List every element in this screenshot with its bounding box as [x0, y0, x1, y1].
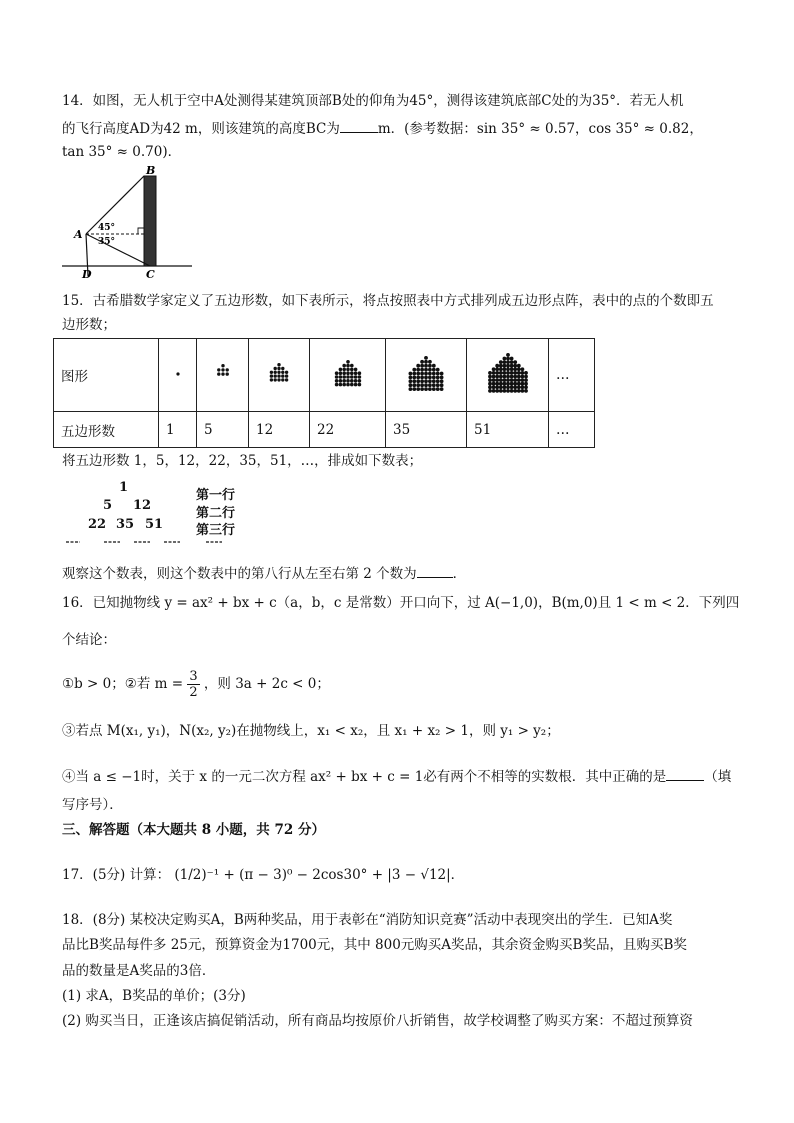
- pentagon-dot: [498, 385, 502, 389]
- pentagon-dot: [338, 368, 342, 372]
- pentagon-dot: [353, 383, 357, 387]
- pentagon-dot: [270, 378, 273, 381]
- q16-conclusion-3: ③若点 M(x₁, y₁)，N(x₂, y₂)在抛物线上，x₁ < x₂，且 x₁ + x₂ > 1，则 y₁ > y₂；: [62, 723, 560, 739]
- pentagon-dot: [350, 383, 354, 387]
- pentagon-dot: [488, 385, 492, 389]
- pentagon-dot: [428, 379, 432, 383]
- pentagon-dot: [513, 382, 517, 386]
- q16-c1b: ，则 3a + 2c < 0；: [203, 676, 330, 692]
- pentagon-dot: [495, 375, 499, 379]
- table-dots-ellipsis: …: [549, 339, 595, 412]
- pentagon-dot: [498, 371, 502, 375]
- pentagon-dot: [502, 389, 506, 393]
- pentagon-dot: [436, 368, 440, 372]
- q14-line-2-tail: m．(参考数据：sin 35° ≈ 0.57，cos 35° ≈ 0.82，: [377, 121, 703, 137]
- dots-51: [487, 352, 529, 394]
- pentagon-dot: [350, 364, 354, 368]
- pentagon-dot: [274, 371, 277, 374]
- pentagon-dot: [346, 383, 350, 387]
- row-label-3: 第三行: [196, 523, 236, 538]
- pentagon-dot: [409, 372, 413, 376]
- pentagon-dot: [498, 389, 502, 393]
- pentagon-dot: [353, 375, 357, 379]
- pentagon-dot: [520, 375, 524, 379]
- pentagon-dot: [513, 371, 517, 375]
- tri-continuation-dashes: [64, 538, 234, 546]
- pentagon-dot: [432, 379, 436, 383]
- pentagon-dot: [520, 378, 524, 382]
- pentagon-dot: [221, 364, 224, 367]
- pentagon-dot: [509, 371, 513, 375]
- q14-fig-label-b: B: [146, 164, 156, 177]
- pentagon-dot: [277, 363, 280, 366]
- pentagon-dot: [524, 389, 528, 393]
- pentagon-dot: [488, 389, 492, 393]
- pentagon-dot: [428, 364, 432, 368]
- q15-question: [62, 563, 466, 583]
- pentagon-dot: [491, 382, 495, 386]
- q18-line-2: 品比B奖品每件多 25元，预算资金为1700元，其中 800元购买A奖品，其余资金购买B奖品，且购买B奖: [62, 937, 687, 953]
- pentagon-dot: [498, 378, 502, 382]
- pentagon-dot: [420, 360, 424, 364]
- pentagon-dot: [502, 367, 506, 371]
- pentagon-dot: [424, 379, 428, 383]
- pentagon-dot: [285, 374, 288, 377]
- pentagon-dot: [274, 367, 277, 370]
- pentagon-dot: [498, 375, 502, 379]
- pentagon-dot: [488, 378, 492, 382]
- pentagon-dot: [516, 389, 520, 393]
- pentagon-dot: [285, 371, 288, 374]
- table-cell: 51: [467, 412, 549, 448]
- table-dots-6: [467, 339, 549, 412]
- pentagon-dot: [420, 387, 424, 391]
- pentagon-dot: [346, 360, 350, 364]
- q16-fraction: [187, 669, 199, 700]
- pentagon-dot: [428, 372, 432, 376]
- q15-line-2: 边形数；: [62, 317, 116, 333]
- table-row-figures: [54, 339, 595, 412]
- table-header-number: 五边形数: [54, 412, 159, 448]
- dots-5: [213, 363, 233, 383]
- pentagon-dot: [424, 383, 428, 387]
- pentagon-dot: [432, 364, 436, 368]
- pentagon-dot: [342, 368, 346, 372]
- pentagon-dot: [342, 379, 346, 383]
- pentagon-dot: [524, 382, 528, 386]
- pentagon-dot: [357, 383, 361, 387]
- row-label-2: 第二行: [196, 506, 236, 521]
- pentagon-dot: [436, 387, 440, 391]
- pentagon-dot: [285, 378, 288, 381]
- pentagon-dot: [428, 376, 432, 380]
- pentagon-dot: [491, 385, 495, 389]
- pentagon-dot: [509, 367, 513, 371]
- tri-row-2-item: 12: [133, 498, 152, 513]
- pentagon-dot: [436, 376, 440, 380]
- pentagon-dot: [506, 378, 510, 382]
- pentagon-dot: [506, 353, 510, 357]
- table-dots-3: [249, 339, 310, 412]
- pentagon-dot: [432, 383, 436, 387]
- q14-line-1: 14．如图，无人机于空中A处测得某建筑顶部B处的仰角为45°，测得该建筑底部C处的为35°．若无人机: [62, 93, 684, 109]
- pentagon-dot: [350, 371, 354, 375]
- dots-22: [333, 359, 363, 387]
- pentagon-dot: [353, 368, 357, 372]
- pentagon-dot: [424, 372, 428, 376]
- dots-35: [407, 355, 445, 391]
- pentagon-dot: [432, 376, 436, 380]
- pentagon-dot: [281, 378, 284, 381]
- pentagon-dot: [353, 371, 357, 375]
- pentagon-dot: [416, 364, 420, 368]
- pentagon-dot: [416, 383, 420, 387]
- pentagon-dot: [506, 367, 510, 371]
- pentagon-dot: [436, 372, 440, 376]
- q16-c4-text: ④当 a ≤ −1时，关于 x 的一元二次方程 ax² + bx + c = 1必有两个不相等的实数根．其中正确的是: [62, 769, 667, 785]
- pentagon-dot: [428, 368, 432, 372]
- pentagon-dot: [506, 382, 510, 386]
- pentagon-dot: [342, 375, 346, 379]
- pentagon-dot: [488, 371, 492, 375]
- pentagon-dot: [342, 371, 346, 375]
- pentagon-dot: [338, 375, 342, 379]
- pentagon-dot: [524, 378, 528, 382]
- pentagon-dot: [498, 360, 502, 364]
- pentagon-dot: [346, 368, 350, 372]
- q14-line-2: [62, 118, 703, 138]
- pentagon-dot: [506, 385, 510, 389]
- q16-line-2: 个结论：: [62, 632, 116, 648]
- pentagon-dot: [420, 368, 424, 372]
- table-dots-5: [386, 339, 467, 412]
- pentagon-dot: [513, 385, 517, 389]
- pentagon-dot: [412, 379, 416, 383]
- q14-fig-label-c: C: [146, 268, 155, 280]
- pentagonal-table: [53, 338, 595, 448]
- pentagon-dot: [357, 371, 361, 375]
- pentagon-dot: [346, 375, 350, 379]
- pentagon-dot: [520, 385, 524, 389]
- dots-1: [173, 369, 183, 379]
- q16-conclusion-4-line-2: 写序号）．: [62, 797, 123, 813]
- table-dots-4: [310, 339, 386, 412]
- q14-fig-label-d: D: [82, 268, 92, 280]
- pentagon-dot: [488, 382, 492, 386]
- q17-expression: (1/2)⁻¹ + (π − 3)⁰ − 2cos30° + |3 − √12|．: [174, 867, 465, 883]
- q14-answer-blank: [340, 118, 378, 133]
- row-label-1: 第一行: [196, 488, 236, 503]
- tri-row-3-item: 35: [116, 517, 135, 532]
- pentagon-dot: [491, 389, 495, 393]
- table-header-figure: 图形: [54, 339, 159, 412]
- pentagon-dot: [420, 379, 424, 383]
- q17-prefix: 17．(5分) 计算：: [62, 867, 171, 883]
- table-cell: 12: [249, 412, 310, 448]
- table-cell: 1: [159, 412, 197, 448]
- pentagon-dot: [334, 379, 338, 383]
- q14-line-3: tan 35° ≈ 0.70)．: [62, 144, 182, 160]
- pentagon-dot: [520, 382, 524, 386]
- q17-line: [62, 866, 464, 884]
- q14-figure: [60, 164, 200, 280]
- pentagon-dot: [506, 360, 510, 364]
- pentagon-dot: [409, 383, 413, 387]
- pentagon-dot: [416, 376, 420, 380]
- pentagon-dot: [524, 375, 528, 379]
- pentagon-dot: [524, 385, 528, 389]
- q18-line-1: 18．(8分) 某校决定购买A，B两种奖品，用于表彰在“消防知识竞赛”活动中表现突出的学生．已知A奖: [62, 912, 673, 928]
- q14-fig-angle-35: 35°: [98, 237, 116, 247]
- pentagon-dot: [520, 371, 524, 375]
- pentagon-dot: [502, 382, 506, 386]
- pentagon-dot: [509, 360, 513, 364]
- pentagon-dot: [424, 368, 428, 372]
- table-row-numbers: [54, 412, 595, 448]
- table-cell: 35: [386, 412, 467, 448]
- pentagon-dot: [509, 364, 513, 368]
- pentagon-dot: [270, 371, 273, 374]
- pentagon-dot: [491, 375, 495, 379]
- pentagon-dot: [495, 382, 499, 386]
- pentagon-dot: [440, 379, 444, 383]
- pentagon-dot: [502, 378, 506, 382]
- pentagon-dot: [506, 389, 510, 393]
- pentagon-dot: [491, 367, 495, 371]
- table-cell: 5: [197, 412, 249, 448]
- pentagon-dot: [346, 379, 350, 383]
- pentagon-dot: [495, 364, 499, 368]
- pentagon-dot: [498, 382, 502, 386]
- pentagon-dot: [440, 383, 444, 387]
- tri-row-3-item: 51: [145, 517, 164, 532]
- q14-fig-angle-45: 45°: [98, 223, 116, 233]
- pentagon-dot: [509, 385, 513, 389]
- q16-line-1: 16．已知抛物线 y = ax² + bx + c（a，b，c 是常数）开口向下，过 A(−1,0)，B(m,0)且 1 < m < 2．下列四: [62, 595, 740, 611]
- q15-question-end: ．: [452, 566, 467, 582]
- tri-row-3-item: 22: [88, 517, 107, 532]
- pentagon-dot: [412, 372, 416, 376]
- pentagon-dot: [502, 375, 506, 379]
- pentagon-dot: [277, 367, 280, 370]
- pentagon-dot: [221, 368, 224, 371]
- pentagon-dot: [346, 364, 350, 368]
- pentagon-dot: [502, 371, 506, 375]
- pentagon-dot: [225, 368, 228, 371]
- table-cell: …: [549, 412, 595, 448]
- pentagon-dot: [509, 357, 513, 361]
- pentagon-dot: [412, 376, 416, 380]
- pentagon-dot: [350, 375, 354, 379]
- pentagon-dot: [424, 360, 428, 364]
- pentagon-dot: [520, 367, 524, 371]
- q15-line-1: 15．古希腊数学家定义了五边形数，如下表所示，将点按照表中方式排列成五边形点阵，表中的点的个数即五: [62, 293, 714, 309]
- pentagon-dot: [274, 378, 277, 381]
- pentagon-dot: [432, 372, 436, 376]
- pentagon-dot: [409, 387, 413, 391]
- pentagon-dot: [346, 371, 350, 375]
- pentagon-dot: [217, 368, 220, 371]
- pentagon-dot: [513, 378, 517, 382]
- pentagon-dot: [334, 375, 338, 379]
- pentagon-dot: [416, 368, 420, 372]
- q16-conclusion-4: [62, 766, 731, 786]
- pentagon-dot: [334, 371, 338, 375]
- pentagon-dot: [281, 374, 284, 377]
- pentagon-dot: [516, 378, 520, 382]
- pentagon-dot: [506, 357, 510, 361]
- pentagon-dot: [516, 367, 520, 371]
- section-3-heading: 三、解答题（本大题共 8 小题，共 72 分）: [62, 822, 325, 838]
- pentagon-dot: [277, 374, 280, 377]
- q15-question-text: 观察这个数表，则这个数表中的第八行从左至右第 2 个数为: [62, 566, 417, 582]
- q18-line-3: 品的数量是A奖品的3倍．: [62, 963, 216, 979]
- q16-c1a: ①b > 0；②若 m =: [62, 676, 184, 692]
- pentagon-dot: [440, 372, 444, 376]
- pentagon-dot: [338, 379, 342, 383]
- pentagon-dot: [491, 378, 495, 382]
- pentagon-dot: [509, 389, 513, 393]
- pentagon-dot: [277, 378, 280, 381]
- pentagon-dot: [516, 385, 520, 389]
- q16-answer-blank: [666, 766, 704, 781]
- pentagon-dot: [350, 379, 354, 383]
- pentagon-dot: [513, 375, 517, 379]
- pentagon-dot: [424, 364, 428, 368]
- pentagon-dot: [416, 379, 420, 383]
- pentagon-dot: [506, 375, 510, 379]
- pentagon-dot: [342, 383, 346, 387]
- pentagon-dot: [274, 374, 277, 377]
- pentagon-dot: [412, 387, 416, 391]
- pentagon-dot: [409, 376, 413, 380]
- pentagon-dot: [217, 372, 220, 375]
- q16-c4-tail: （填: [704, 769, 732, 785]
- pentagon-dot: [513, 360, 517, 364]
- pentagon-dot: [432, 368, 436, 372]
- q14-line-2-text: 的飞行高度AD为42 m，则该建筑的高度BC为: [62, 121, 340, 137]
- pentagon-dot: [416, 387, 420, 391]
- pentagon-dot: [436, 379, 440, 383]
- pentagon-dot: [488, 375, 492, 379]
- pentagon-dot: [495, 385, 499, 389]
- q15-answer-blank: [417, 563, 453, 578]
- table-dots-1: [159, 339, 197, 412]
- pentagon-dot: [516, 382, 520, 386]
- pentagon-dot: [495, 367, 499, 371]
- pentagon-dot: [516, 375, 520, 379]
- pentagon-dot: [353, 379, 357, 383]
- q16-frac-den: 2: [189, 685, 198, 700]
- pentagon-dot: [357, 379, 361, 383]
- pentagon-dot: [502, 357, 506, 361]
- table-dots-2: [197, 339, 249, 412]
- pentagon-dot: [420, 364, 424, 368]
- pentagon-dot: [516, 371, 520, 375]
- tri-row-2-item: 5: [103, 498, 113, 513]
- pentagon-dot: [516, 364, 520, 368]
- pentagon-dot: [338, 383, 342, 387]
- pentagon-dot: [509, 382, 513, 386]
- pentagon-dot: [409, 379, 413, 383]
- pentagon-dot: [281, 367, 284, 370]
- pentagon-dot: [420, 383, 424, 387]
- pentagon-dot: [513, 364, 517, 368]
- pentagon-dot: [416, 372, 420, 376]
- pentagon-dot: [502, 364, 506, 368]
- pentagon-dot: [412, 368, 416, 372]
- pentagon-dot: [495, 378, 499, 382]
- q16-conclusion-1-2: [62, 667, 330, 701]
- pentagon-dot: [342, 364, 346, 368]
- pentagon-dot: [420, 376, 424, 380]
- q15-arrange-text: 将五边形数 1，5，12，22，35，51，…，排成如下数表；: [62, 453, 423, 469]
- dots-12: [267, 362, 291, 384]
- pentagon-dot: [509, 378, 513, 382]
- pentagon-dot: [513, 367, 517, 371]
- pentagon-dot: [498, 367, 502, 371]
- pentagon-dot: [338, 371, 342, 375]
- pentagon-dot: [502, 385, 506, 389]
- pentagon-dot: [420, 372, 424, 376]
- pentagon-dot: [221, 372, 224, 375]
- pentagon-dot: [428, 360, 432, 364]
- pentagon-dot: [506, 371, 510, 375]
- pentagon-dot: [520, 389, 524, 393]
- pentagon-dot: [428, 387, 432, 391]
- pentagon-dot: [524, 371, 528, 375]
- pentagon-dot: [440, 376, 444, 380]
- pentagon-dot: [491, 371, 495, 375]
- pentagon-dot: [506, 364, 510, 368]
- pentagon-dot: [277, 371, 280, 374]
- tri-row-1-item: 1: [119, 480, 129, 495]
- pentagon-dot: [498, 364, 502, 368]
- q14-fig-label-a: A: [74, 228, 83, 241]
- table-cell: 22: [310, 412, 386, 448]
- pentagon-dot: [509, 375, 513, 379]
- pentagon-dot: [225, 372, 228, 375]
- pentagon-dot: [502, 360, 506, 364]
- q18-part-1: (1) 求A，B奖品的单价；(3分): [62, 988, 246, 1004]
- pentagon-dot: [281, 371, 284, 374]
- pentagon-dot: [424, 356, 428, 360]
- pentagon-dot: [495, 389, 499, 393]
- pentagon-dot: [412, 383, 416, 387]
- pentagon-dot: [424, 376, 428, 380]
- pentagon-dot: [432, 387, 436, 391]
- pentagon-dot: [440, 387, 444, 391]
- pentagon-dot: [334, 383, 338, 387]
- pentagon-dot: [495, 371, 499, 375]
- q18-part-2: (2) 购买当日，正逢该店搞促销活动，所有商品均按原价八折销售，故学校调整了购买方案：不超过预算资: [62, 1013, 693, 1029]
- pentagon-dot: [428, 383, 432, 387]
- pentagon-dot: [424, 387, 428, 391]
- pentagon-dot: [436, 383, 440, 387]
- pentagon-dot: [513, 389, 517, 393]
- pentagon-dot: [350, 368, 354, 372]
- q16-frac-num: 3: [189, 669, 198, 684]
- pentagon-dot: [357, 375, 361, 379]
- pentagon-dot: [270, 374, 273, 377]
